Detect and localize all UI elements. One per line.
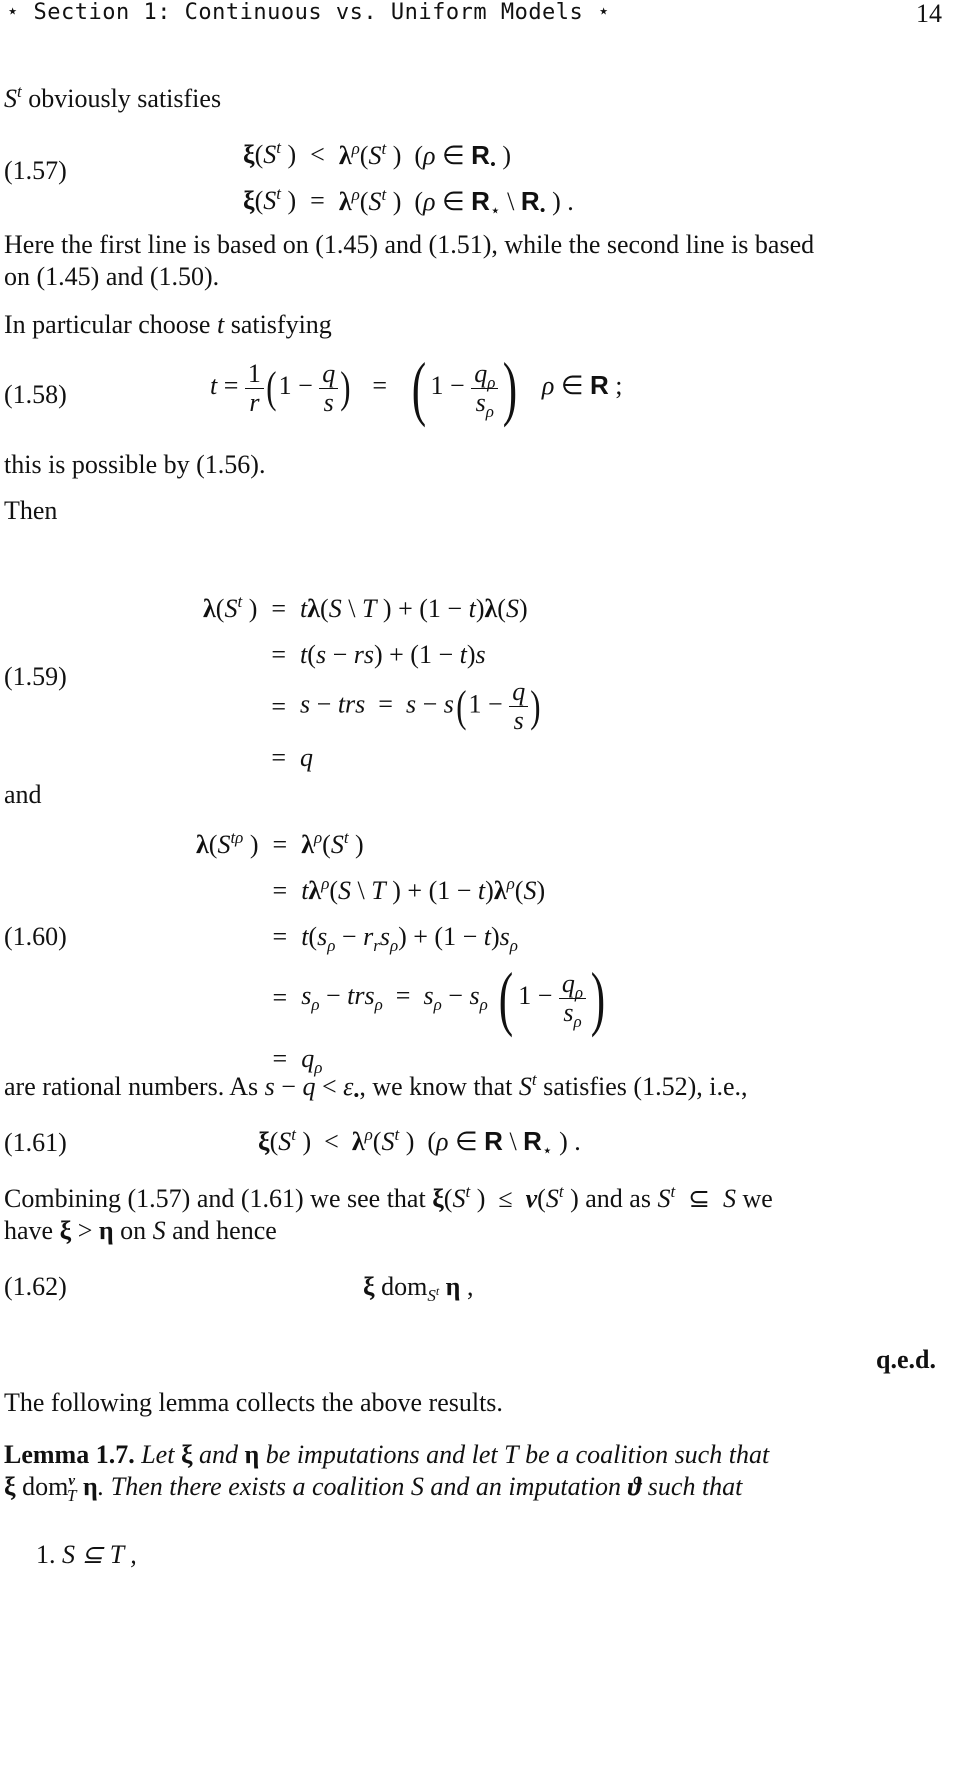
qed-mark: q.e.d. [876,1345,936,1374]
lemma-line-1: Lemma 1.7. Let ξ and η be imputations and let T be a coalition such that [4,1440,770,1469]
paragraph-10: The following lemma collects the above results. [4,1388,503,1417]
lemma-title: Lemma 1.7. [4,1440,135,1469]
eq-label-1-61: (1.61) [4,1128,67,1157]
equation-1-58: t = $\frac{1}{r}$ (1 − $\frac{q}{s}$ ) = ( 1 − $\frac{q_\rho}{s_\rho}$ ) ρ ∈ R ; [210,348,623,428]
paragraph-6: and [4,780,42,809]
equation-1-61: $\xi(S^t$ ) < $\lambda^\rho(S^t$ ) (ρ ∈ R \ $R_⋆$ ) . [258,1125,581,1160]
paragraph-8: Combining (1.57) and (1.61) we see that $\xi(S^t$ ) ≤ $v(S^t$ ) and as $S^t$ ⊆ S we [4,1182,773,1213]
paragraph-2-line-1: Here the first line is based on (1.45) and (1.51), while the second line is based [4,230,815,259]
paragraph-5: Then [4,496,58,525]
equation-1-57: $\xi(S^t$ ) < $\lambda^\rho(S^t$ ) (ρ ∈ $R_•$ ) $\xi(S^t$ ) = $\lambda^\rho(S^t$ ) (ρ ∈ $R_⋆$ \ $R_•$ ) . [243,138,574,220]
page-number: 14 [916,0,942,28]
equation-1-59: $\lambda(S^t$ ) = tλ(S \ T ) + (1 − t)λ(S) = t(s − rs) + (1 − t)s = s − trs = s − s(1 − $\frac{q}{s}$ ) = q [203,592,541,772]
eq-label-1-62: (1.62) [4,1272,67,1301]
eq-label-1-57: (1.57) [4,156,67,185]
running-header: ⋆ Section 1: Continuous vs. Uniform Models ⋆ [6,0,611,25]
eq-label-1-58: (1.58) [4,380,67,409]
equation-1-60: $\lambda(S^{t\rho}$ ) = $\lambda^\rho(S^t$ ) = $t\lambda^\rho(S$ \ T ) + $(1 - t)\lambda^\rho(S)$ = $t(s_\rho - r_rs_\rho) + (1 - t)s_\rho$ = $s_\rho - trs_\rho = s_\rho - s_\rho$ ( 1 − $\frac{q_\rho}{s_\rho}$ ) = $q_\rho$ [196,828,606,1077]
lemma-line-2: ξ dom$^v_T$ η. Then there exists a coalition S and an imputation ϑ such that [4,1472,743,1505]
lemma-item-1: 1. S ⊆ T , [36,1540,137,1569]
paragraph-9: have ξ > η on S and hence [4,1216,277,1245]
eq-label-1-60: (1.60) [4,922,67,951]
paragraph-2-line-2: on (1.45) and (1.50). [4,262,220,291]
paragraph-7: are rational numbers. As $s - q < \varepsilon_•$, we know that $S^t$ satisfies (1.52), i.e., [4,1070,748,1105]
paragraph-3: In particular choose t satisfying [4,310,332,339]
paragraph-4: this is possible by (1.56). [4,450,266,479]
paragraph-1: $S^t$ obviously satisfies [4,82,222,113]
eq-label-1-59: (1.59) [4,662,67,691]
equation-1-62: ξ dom$_{S^t}$ η , [363,1272,474,1305]
